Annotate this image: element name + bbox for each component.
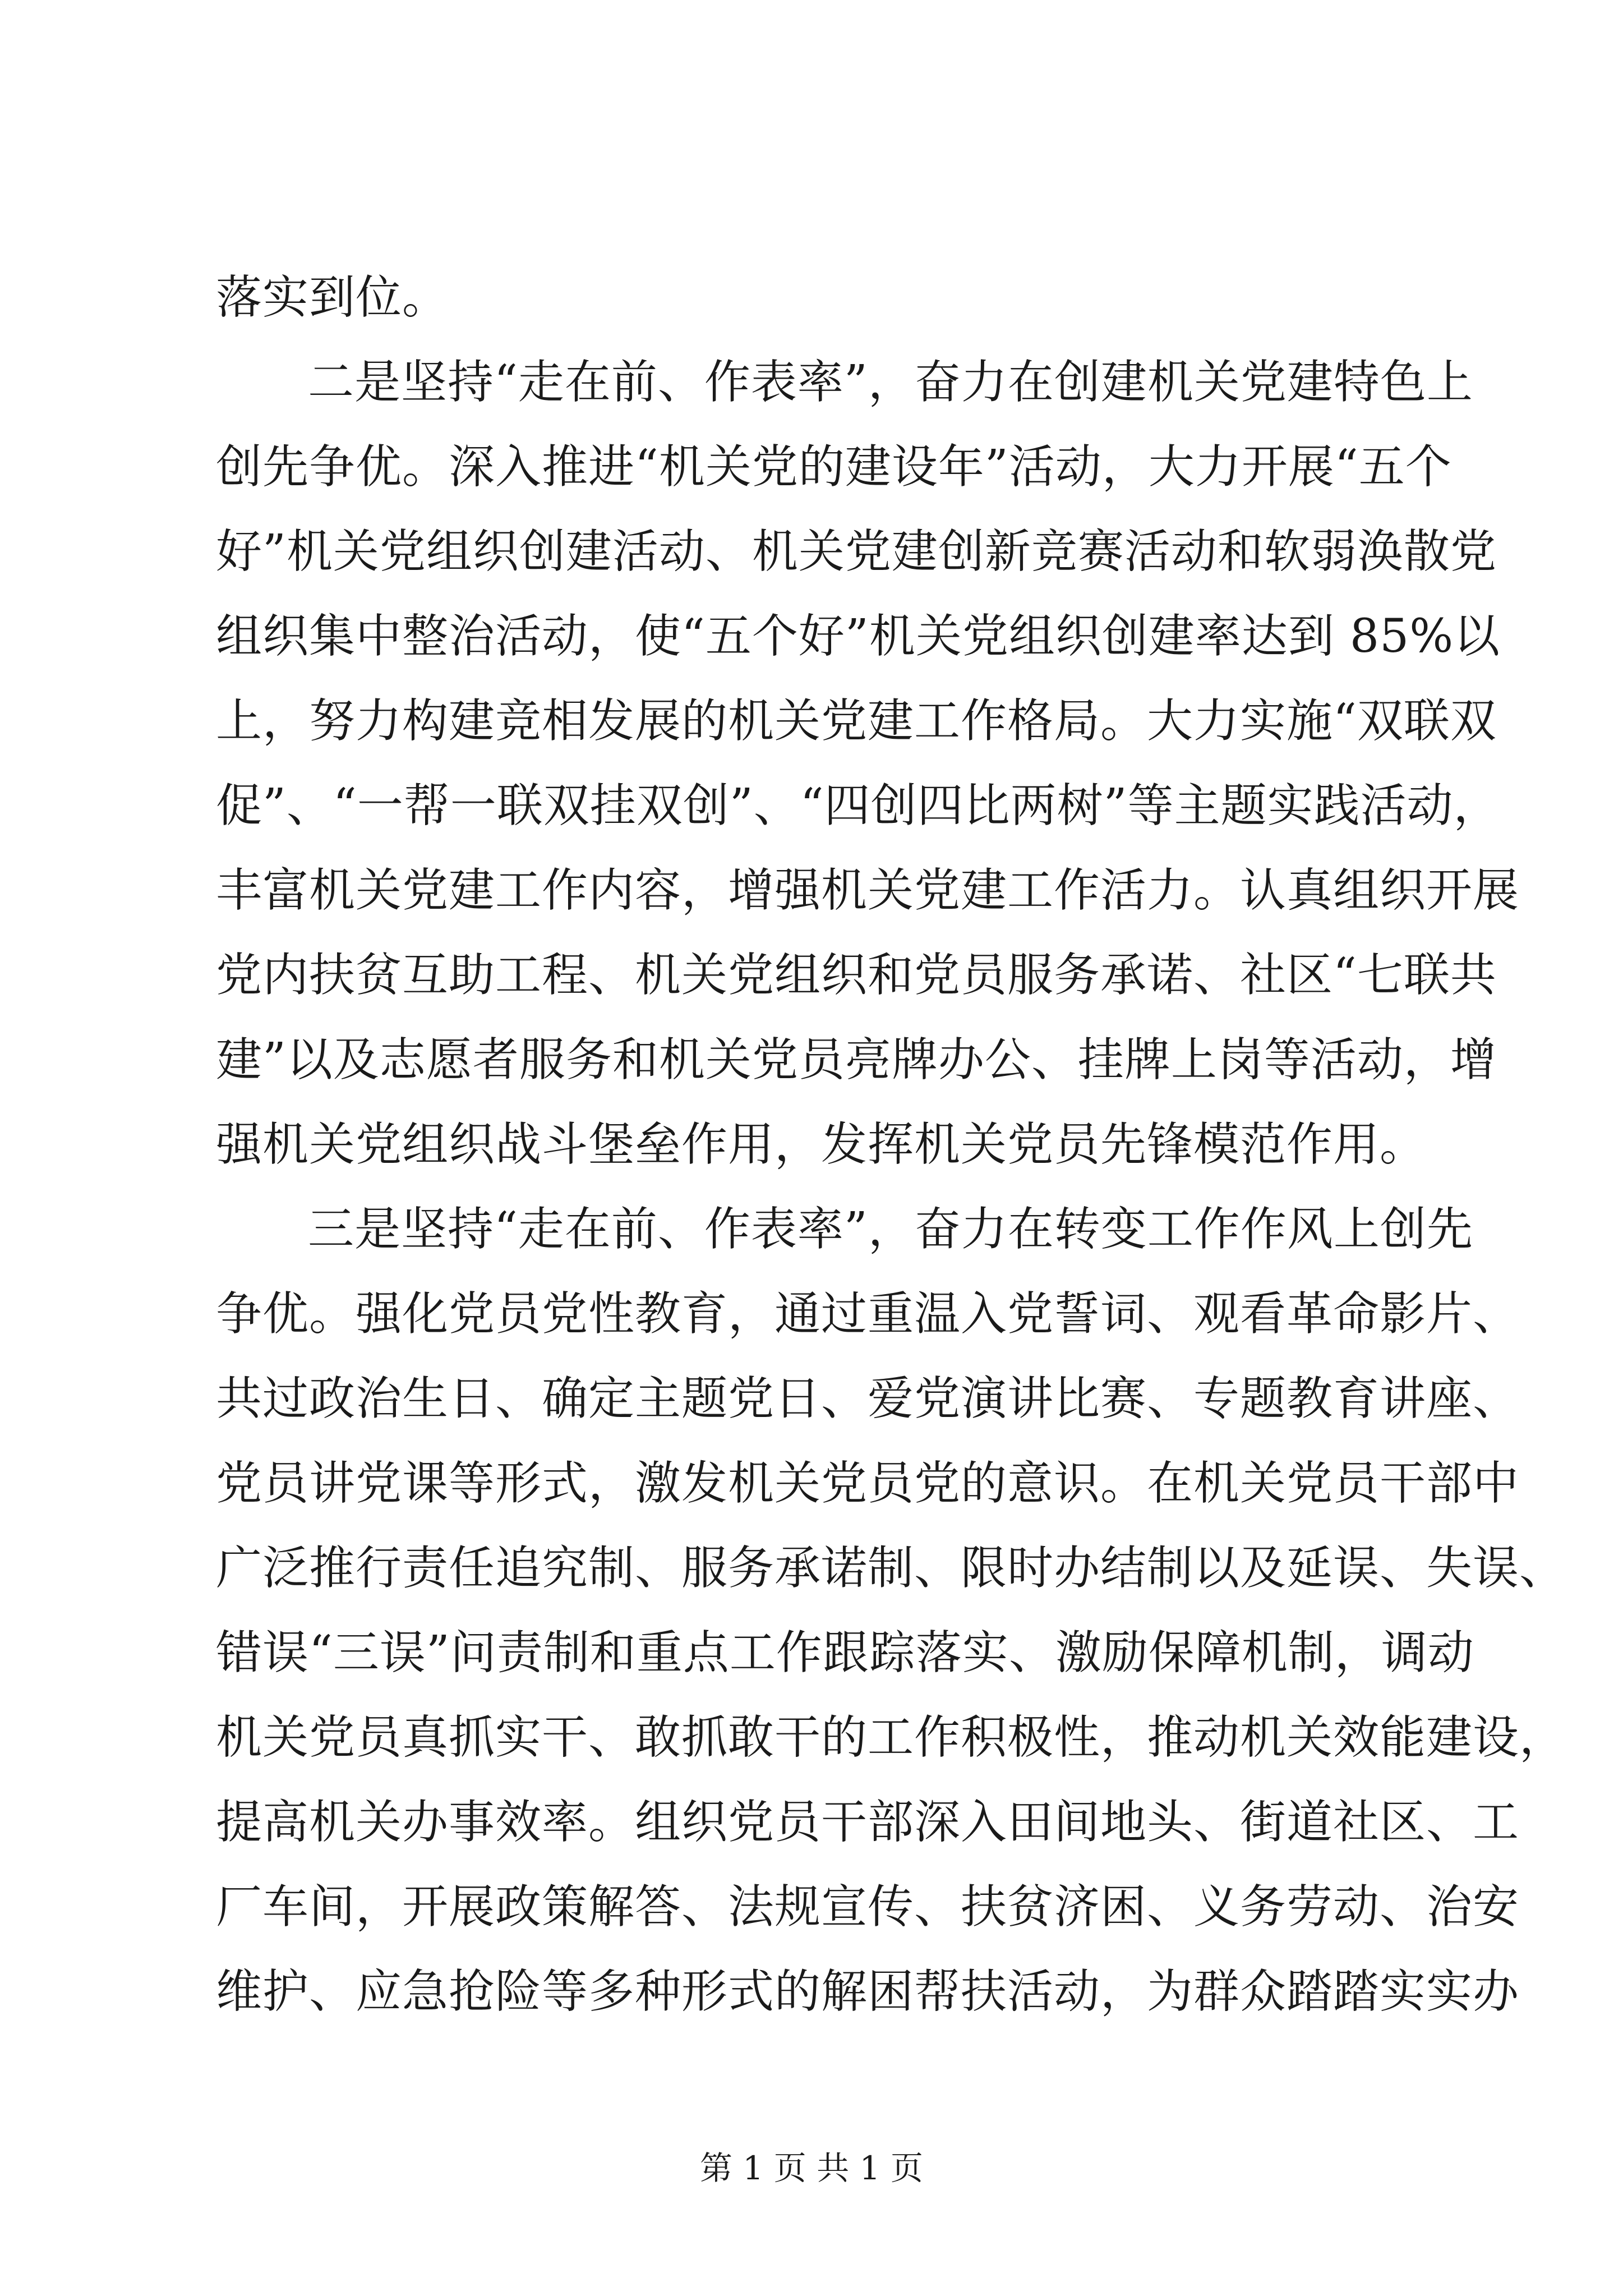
document-body (216, 255, 1566, 2034)
text-line: 二是坚持“走在前、作表率”，奋力在创建机关党建特色上 (308, 356, 1473, 409)
text-line: 组织集中整治活动，使“五个好”机关党组织创建率达到 85%以 (216, 610, 1501, 663)
text-line: 丰富机关党建工作内容，增强机关党建工作活力。认真组织开展 (216, 864, 1520, 917)
text-line: 维护、应急抢险等多种形式的解困帮扶活动，为群众踏踏实实办 (216, 1965, 1520, 2018)
text-line: 上，努力构建竞相发展的机关党建工作格局。大力实施“双联双 (216, 694, 1497, 748)
page-number: 第 1 页 共 1 页 (700, 2149, 923, 2187)
text-line: 提高机关办事效率。组织党员干部深入田间地头、街道社区、工 (216, 1796, 1520, 1849)
text-line: 共过政治生日、确定主题党日、爱党演讲比赛、专题教育讲座、 (216, 1372, 1520, 1425)
text-line: 机关党员真抓实干、敢抓敢干的工作积极性，推动机关效能建设， (216, 1711, 1566, 1764)
page-footer (0, 2146, 1623, 2191)
text-line: 错误“三误”问责制和重点工作跟踪落实、激励保障机制，调动 (216, 1626, 1474, 1680)
text-line: 创先争优。深入推进“机关党的建设年”活动，大力开展“五个 (216, 440, 1452, 494)
text-line: 促”、“一帮一联双挂双创”、“四创四比两树”等主题实践活动， (216, 779, 1500, 832)
text-line: 好”机关党组织创建活动、机关党建创新竞赛活动和软弱涣散党 (216, 525, 1497, 578)
text-line: 党内扶贫互助工程、机关党组织和党员服务承诺、社区“七联共 (216, 949, 1497, 1002)
text-line: 厂车间，开展政策解答、法规宣传、扶贫济困、义务劳动、治安 (216, 1880, 1520, 1934)
text-line: 争优。强化党员党性教育，通过重温入党誓词、观看革命影片、 (216, 1287, 1520, 1341)
text-line: 广泛推行责任追究制、服务承诺制、限时办结制以及延误、失误、 (216, 1542, 1566, 1595)
text-line: 建”以及志愿者服务和机关党员亮牌办公、挂牌上岗等活动，增 (216, 1033, 1497, 1087)
text-line: 落实到位。 (216, 271, 449, 324)
text-line: 三是坚持“走在前、作表率”，奋力在转变工作作风上创先 (308, 1203, 1473, 1256)
text-line: 强机关党组织战斗堡垒作用，发挥机关党员先锋模范作用。 (216, 1118, 1427, 1171)
text-line: 党员讲党课等形式，激发机关党员党的意识。在机关党员干部中 (216, 1457, 1520, 1510)
